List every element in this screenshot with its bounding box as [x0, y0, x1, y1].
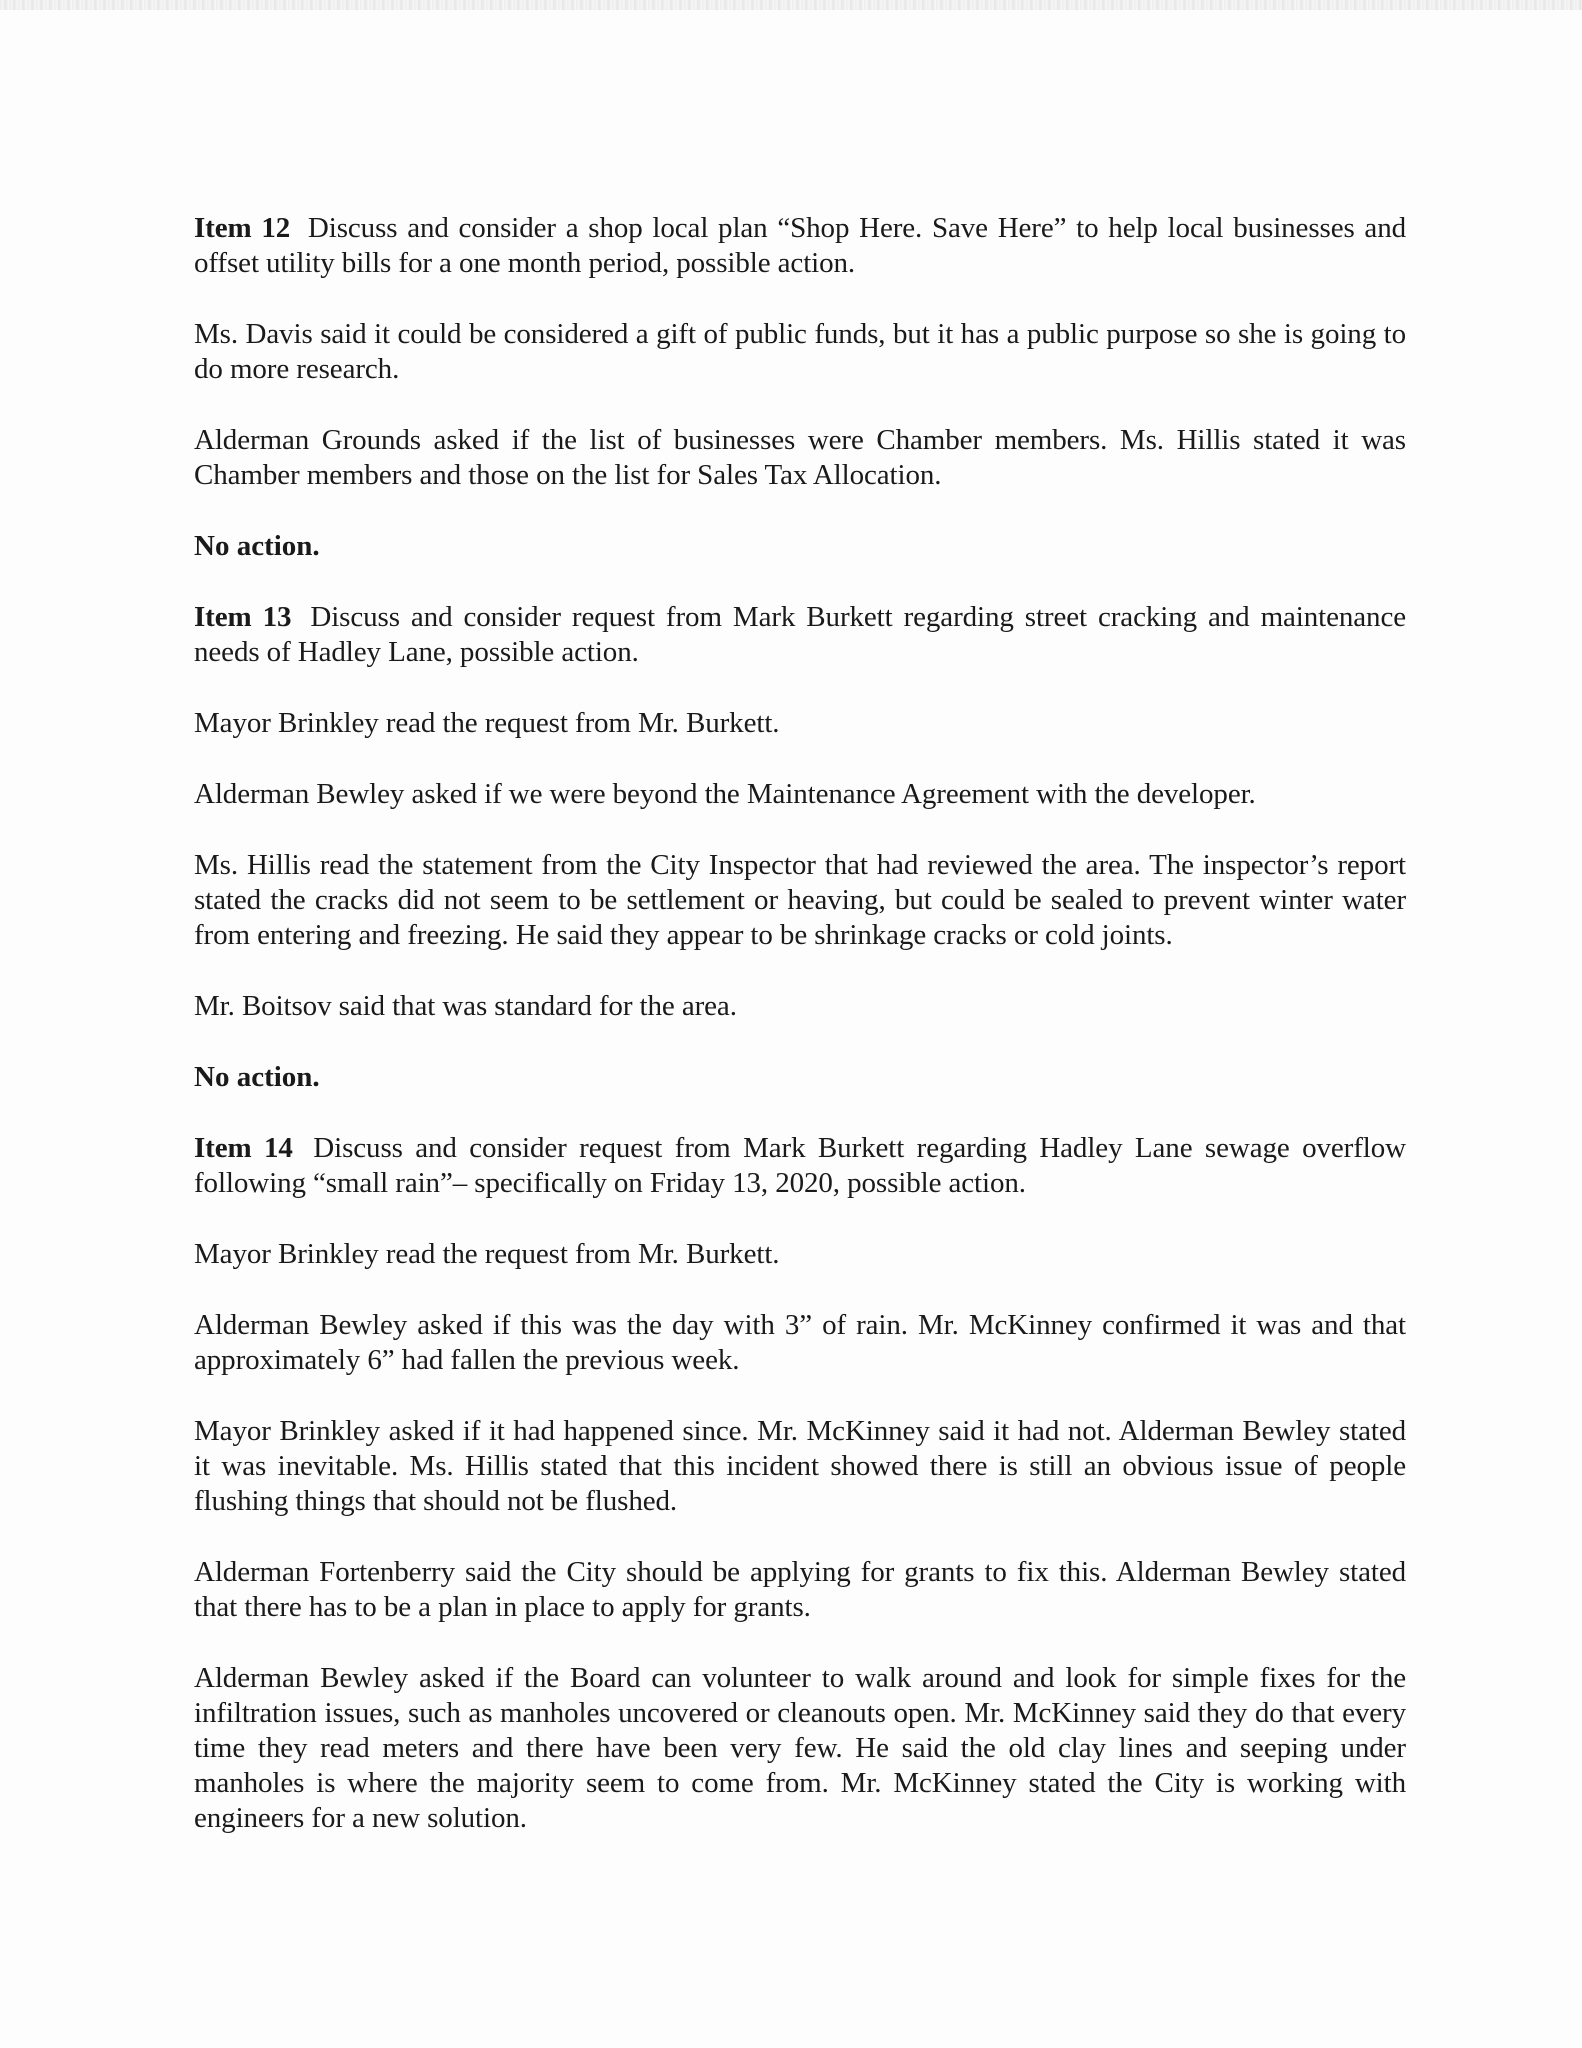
item-14-description: Discuss and consider request from Mark Burkett regarding Hadley Lane sewage overflow following “small rain”– specifically on Friday 13, 2020, possible action. — [194, 1132, 1406, 1199]
item-14-heading — [194, 1131, 1406, 1201]
item-14-paragraph-2: Alderman Bewley asked if this was the day with 3” of rain. Mr. McKinney confirmed it was and that approximately 6” had fallen the previous week. — [194, 1309, 1406, 1376]
item-14-paragraph-5: Alderman Bewley asked if the Board can volunteer to walk around and look for simple fixes for the infiltration issues, such as manholes uncovered or cleanouts open. Mr. McKinney said they do that every time they read meters and there have been very few. He said the old clay lines and seeping under manholes is where the majority seem to come from. Mr. McKinney stated the City is working with engineers for a new solution. — [194, 1662, 1406, 1834]
item-13-paragraph-1: Mayor Brinkley read the request from Mr. Burkett. — [194, 707, 780, 739]
item-12-description: Discuss and consider a shop local plan “Shop Here. Save Here” to help local businesses and offset utility bills for a one month period, possible action. — [194, 212, 1406, 279]
item-13-paragraph-2: Alderman Bewley asked if we were beyond the Maintenance Agreement with the developer. — [194, 778, 1256, 810]
item-12-label: Item 12 — [194, 212, 291, 244]
scan-edge-artifact — [0, 0, 1582, 10]
item-13-heading — [194, 600, 1406, 670]
item-13-paragraph-3: Ms. Hillis read the statement from the City Inspector that had reviewed the area. The inspector’s report stated the cracks did not seem to be settlement or heaving, but could be sealed to prevent winter water from entering and freezing. He said they appear to be shrinkage cracks or cold joints. — [194, 849, 1406, 951]
item-14-paragraph-4: Alderman Fortenberry said the City should be applying for grants to fix this. Alderman Bewley stated that there has to be a plan in place to apply for grants. — [194, 1556, 1406, 1623]
item-14-label: Item 14 — [194, 1132, 293, 1164]
item-12-outcome: No action. — [194, 530, 320, 562]
item-13-label: Item 13 — [194, 601, 292, 633]
item-14-paragraph-3: Mayor Brinkley asked if it had happened since. Mr. McKinney said it had not. Alderman Bewley stated it was inevitable. Ms. Hillis stated that this incident showed there is still an obvious issue of people flushing things that should not be flushed. — [194, 1415, 1406, 1517]
minutes-body — [194, 211, 1406, 1872]
item-13-outcome: No action. — [194, 1061, 320, 1093]
item-12-paragraph-1: Ms. Davis said it could be considered a gift of public funds, but it has a public purpose so she is going to do more research. — [194, 318, 1406, 385]
item-13-description: Discuss and consider request from Mark Burkett regarding street cracking and maintenance needs of Hadley Lane, possible action. — [194, 601, 1406, 668]
item-14-paragraph-1: Mayor Brinkley read the request from Mr. Burkett. — [194, 1238, 780, 1270]
item-13-paragraph-4: Mr. Boitsov said that was standard for the area. — [194, 990, 737, 1022]
item-12-paragraph-2: Alderman Grounds asked if the list of businesses were Chamber members. Ms. Hillis stated it was Chamber members and those on the list for Sales Tax Allocation. — [194, 424, 1406, 491]
item-12-heading — [194, 211, 1406, 281]
